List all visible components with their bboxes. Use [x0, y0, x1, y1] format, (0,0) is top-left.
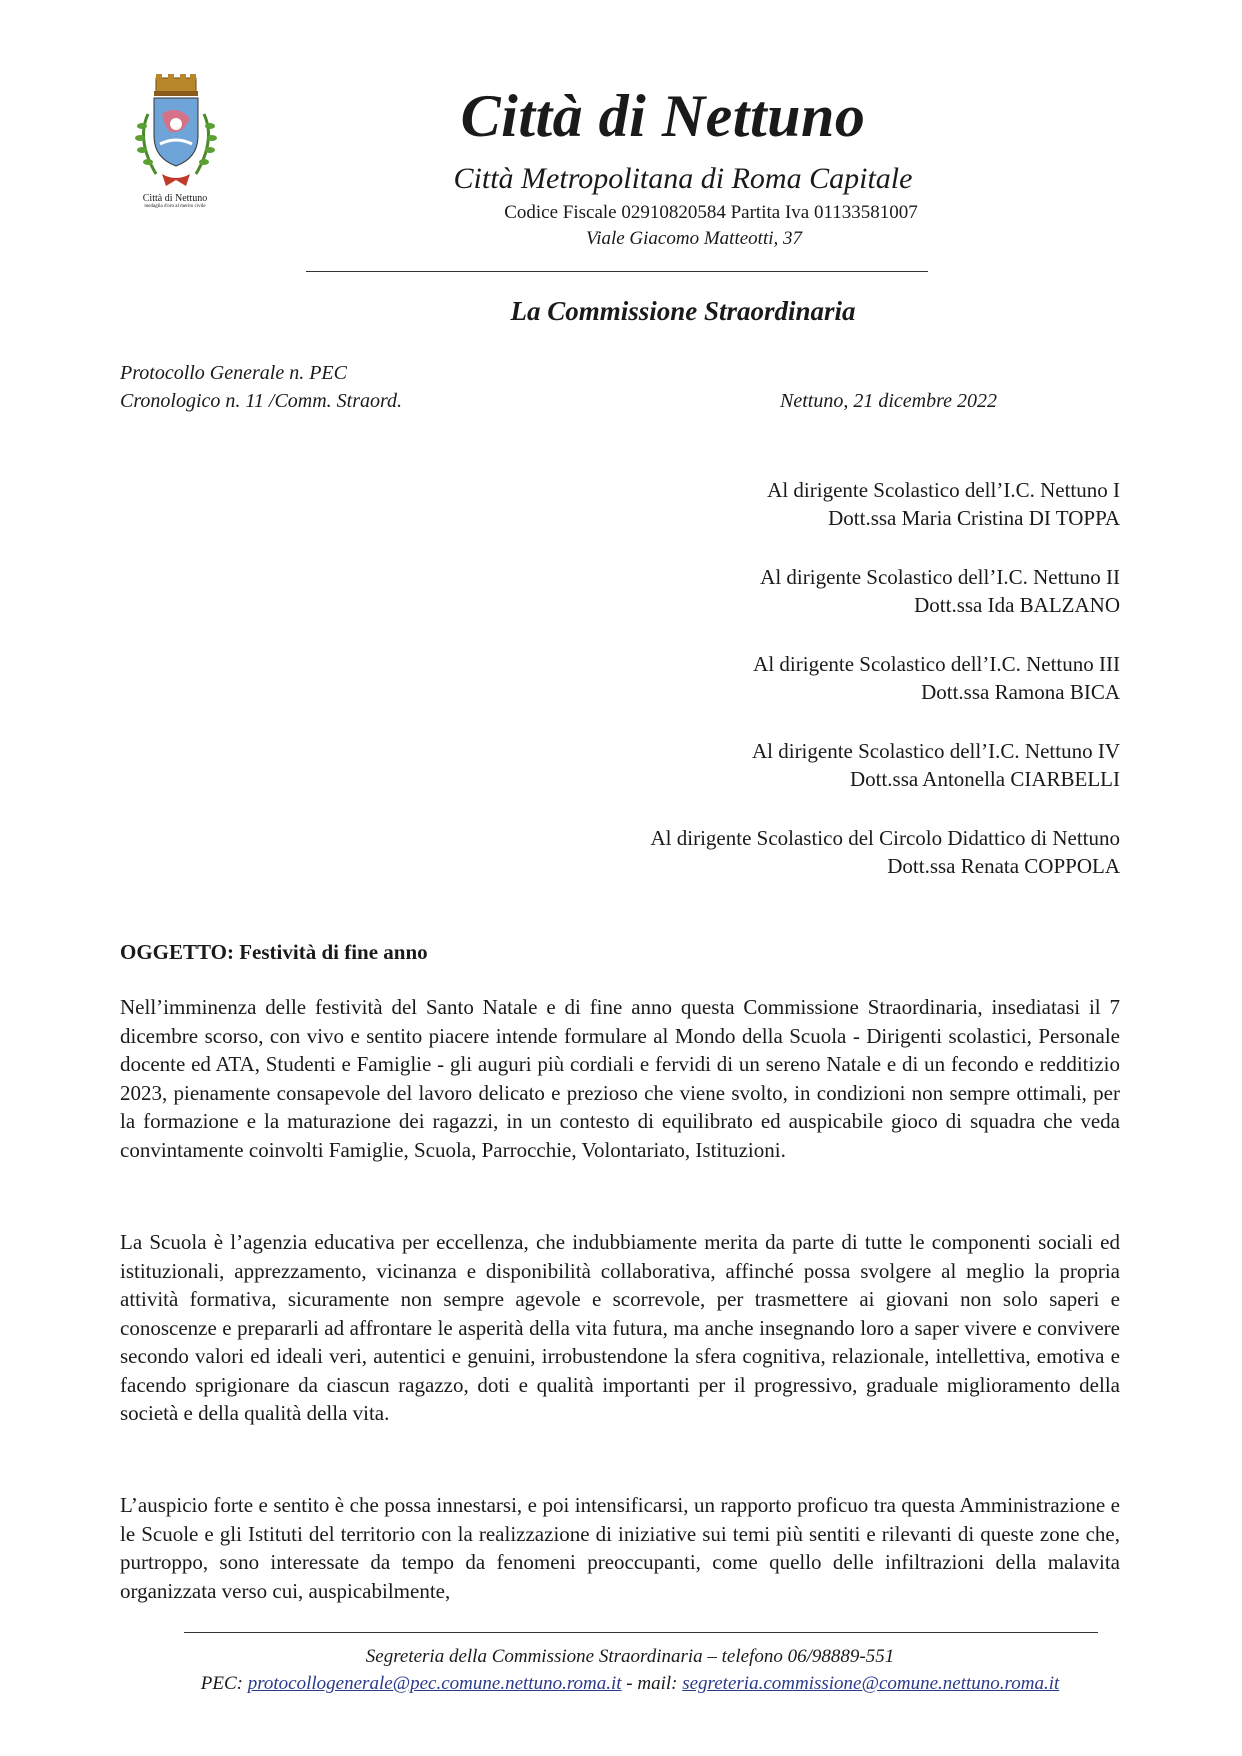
letterhead-title: Città di Nettuno — [460, 83, 866, 149]
recipient — [651, 476, 1121, 532]
letter-date: Nettuno, 21 dicembre 2022 — [780, 390, 998, 412]
recipient — [651, 650, 1121, 706]
recipient-name: Dott.ssa Renata COPPOLA — [887, 854, 1120, 878]
recipient-name: Dott.ssa Antonella CIARBELLI — [849, 767, 1120, 791]
recipient-role: Al dirigente Scolastico dell’I.C. Nettuno I — [767, 478, 1120, 502]
body-paragraph-1: Nell’imminenza delle festività del Santo Natale e di fine anno questa Commissione Straordinaria, insediatasi il 7 dicembre scorso, con vivo e sentito piacere intende formulare al Mondo della Scuola - Dirigenti scolastici, Personale docente ed ATA, Studenti e Famiglie - gli auguri più cordiali e fervidi di un sereno Natale e di un fecondo e redditizio 2023, pienamente consapevole del lavoro delicato e prezioso che viene svolto, in condizioni non sempre ottimali, per la formazione e la maturazione dei ragazzi, in un contesto di equilibrato ed auspicabile gioco di squadra che veda convintamente coinvolti Famiglie, Scuola, Parrocchie, Volontariato, Istituzioni. — [120, 995, 1120, 1162]
recipient — [651, 737, 1121, 793]
commission-heading: La Commissione Straordinaria — [510, 296, 856, 326]
mail-email-link[interactable]: segreteria.commissione@comune.nettuno.roma.it — [682, 1673, 1060, 1694]
address: Viale Giacomo Matteotti, 37 — [586, 228, 802, 249]
body-paragraph-3: L’auspicio forte e sentito è che possa innestarsi, e poi intensificarsi, un rapporto proficuo tra questa Amministrazione e le Scuole e gli Istituti del territorio con la realizzazione di iniziative sui temi più sentiti e rilevanti di queste zone che, purtroppo, sono interessate da tempo da fenomeni preoccupanti, come quello delle infiltrazioni della malavita organizzata verso cui, auspicabilmente, — [120, 1493, 1120, 1603]
header-divider — [306, 271, 928, 272]
recipient-name: Dott.ssa Maria Cristina DI TOPPA — [828, 506, 1120, 530]
fiscal-codes: Codice Fiscale 02910820584 Partita Iva 01133581007 — [504, 202, 918, 223]
letterhead-subtitle: Città Metropolitana di Roma Capitale — [453, 162, 913, 195]
footer-secretariat: Segreteria della Commissione Straordinaria – telefono 06/98889-551 — [365, 1646, 895, 1667]
crest-caption-subtitle: medaglia d'oro al merito civile — [144, 204, 206, 209]
body-paragraph-2: La Scuola è l’agenzia educativa per eccellenza, che indubbiamente merita da parte di tutte le componenti sociali ed istituzionali, apprezzamento, vicinanza e disponibilità collaborativa, affinché possa svolgere al meglio la propria attività formativa, sicuramente non sempre agevole e scorrevole, per trasmettere ai giovani non solo saperi e conoscenze e prepararli ad affrontare le asperità della vita futura, ma anche insegnando loro a saper vivere e convivere secondo valori ed ideali veri, autentici e genuini, irrobustendone la sfera cognitiva, relazionale, intellettiva, emotiva e facendo sprigionare da ciascun ragazzo, doti e qualità importanti per il progressivo, graduale miglioramento della società e della qualità della vita. — [120, 1230, 1120, 1425]
recipient-role: Al dirigente Scolastico dell’I.C. Nettuno III — [753, 652, 1120, 676]
recipient — [651, 824, 1121, 880]
recipient-role: Al dirigente Scolastico dell’I.C. Nettuno II — [760, 565, 1120, 589]
pec-label: PEC: — [200, 1673, 243, 1694]
mail-label: - mail: — [626, 1673, 678, 1694]
recipient-role: Al dirigente Scolastico dell’I.C. Nettuno IV — [751, 739, 1120, 763]
recipient-name: Dott.ssa Ida BALZANO — [914, 593, 1120, 617]
recipient — [651, 563, 1121, 619]
crest-caption-title: Città di Nettuno — [142, 193, 208, 204]
recipient-name: Dott.ssa Ramona BICA — [921, 680, 1120, 704]
chronological-line: Cronologico n. 11 /Comm. Straord. — [120, 390, 403, 412]
recipient-role: Al dirigente Scolastico del Circolo Didattico di Nettuno — [650, 826, 1120, 850]
subject-line: OGGETTO: Festività di fine anno — [120, 940, 428, 964]
protocol-line: Protocollo Generale n. PEC — [120, 362, 347, 384]
footer-contacts — [0, 1673, 1242, 1695]
recipients-block — [651, 476, 1121, 911]
pec-email-link[interactable]: protocollogenerale@pec.comune.nettuno.roma.it — [247, 1673, 622, 1694]
footer-divider — [184, 1632, 1098, 1633]
